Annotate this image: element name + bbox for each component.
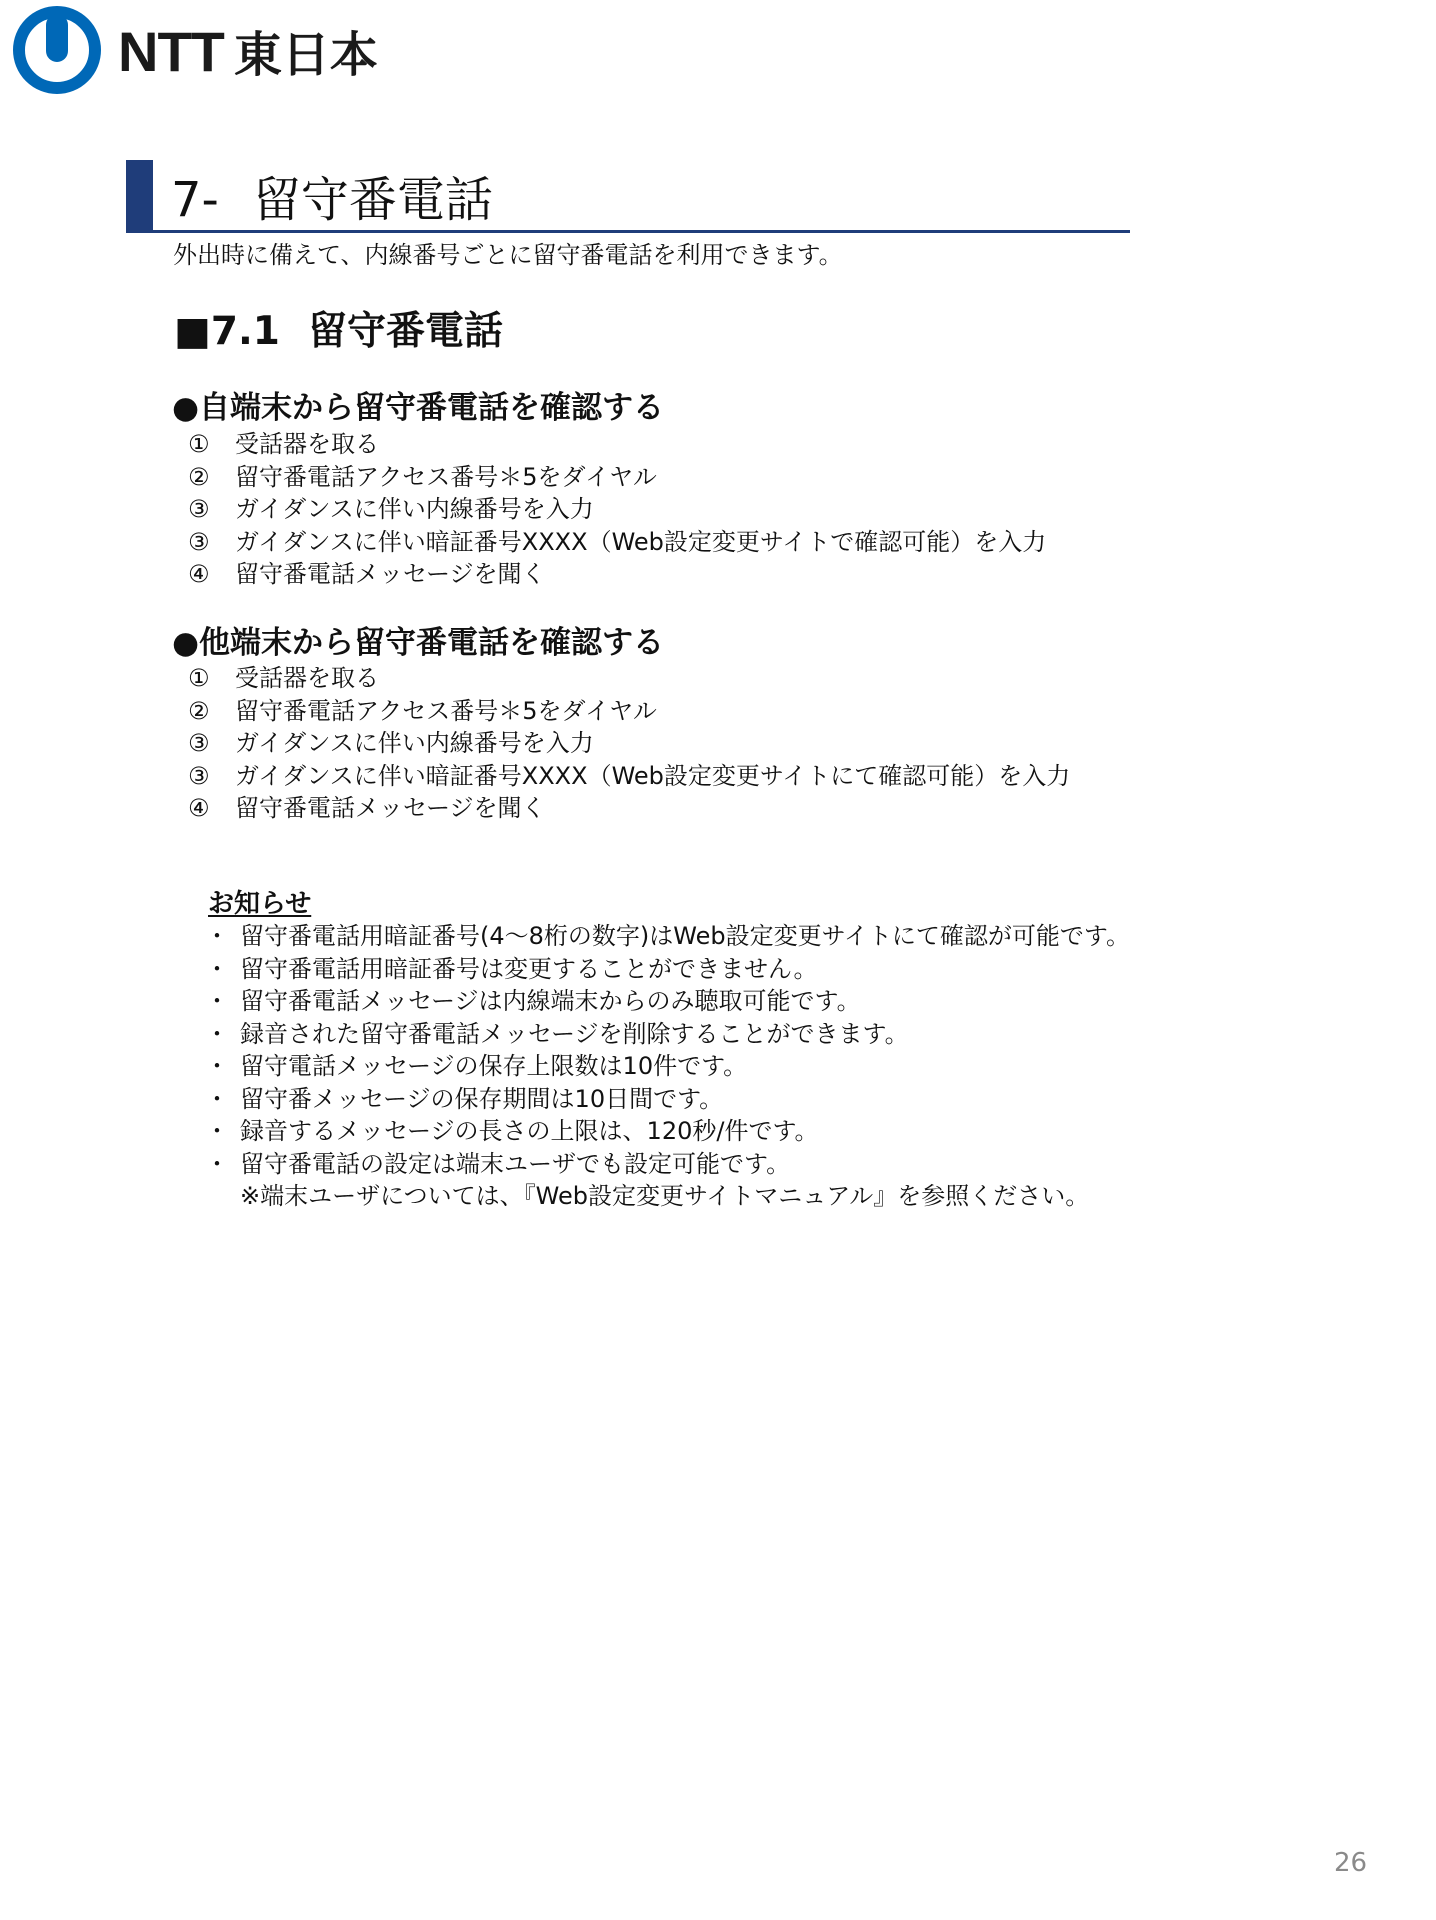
ntt-logo <box>12 6 378 94</box>
notice-item <box>205 1083 1130 1116</box>
notice-item <box>205 1050 1130 1083</box>
step-number: ③ <box>188 495 210 523</box>
notice-item <box>205 985 1130 1018</box>
notice-item <box>205 1115 1130 1148</box>
step-text: ガイダンスに伴い暗証番号XXXX（Web設定変更サイトで確認可能）を入力 <box>235 527 1047 556</box>
step-item <box>188 558 1046 591</box>
section-title <box>174 307 503 357</box>
step-item <box>188 526 1046 559</box>
section-number: ■7.1 <box>174 309 280 354</box>
step-number: ③ <box>188 761 210 790</box>
bullet-mark: ・ <box>205 1019 229 1048</box>
chapter-accent-bar <box>126 160 153 233</box>
other-terminal-heading: ●他端末から留守番電話を確認する <box>172 625 665 661</box>
step-item <box>188 727 1070 760</box>
step-item <box>188 428 1046 461</box>
step-text: 留守番電話アクセス番号＊5をダイヤル <box>235 696 657 725</box>
step-item <box>188 662 1070 695</box>
logo-ntt-text: NTT <box>118 19 224 83</box>
notice-item <box>205 1018 1130 1051</box>
chapter-number: 7- <box>171 172 219 228</box>
step-item <box>188 792 1070 825</box>
own-terminal-heading: ●自端末から留守番電話を確認する <box>172 390 665 426</box>
bullet-mark: ・ <box>205 1149 229 1178</box>
step-text: ガイダンスに伴い内線番号を入力 <box>235 495 594 523</box>
step-number: ④ <box>188 560 210 588</box>
notice-text: 留守番電話メッセージは内線端末からのみ聴取可能です。 <box>240 987 861 1015</box>
step-text: ガイダンスに伴い内線番号を入力 <box>235 729 594 757</box>
chapter-underline <box>126 230 1130 233</box>
step-number: ② <box>188 462 210 491</box>
notice-item <box>205 1148 1130 1181</box>
notice-item <box>205 953 1130 986</box>
notice-extra-note: ※端末ユーザについては、『Web設定変更サイトマニュアル』を参照ください。 <box>240 1182 1090 1210</box>
bullet-mark: ・ <box>205 1117 229 1145</box>
step-text: 留守番電話メッセージを聞く <box>235 560 546 588</box>
step-item <box>188 760 1070 793</box>
bullet-mark: ・ <box>205 1052 229 1080</box>
chapter-title <box>171 172 493 228</box>
step-text: 受話器を取る <box>235 664 379 692</box>
step-item <box>188 461 1046 494</box>
notice-text: 留守番メッセージの保存期間は10日間です。 <box>240 1084 724 1113</box>
ntt-circle-logo-icon <box>12 6 102 94</box>
section-title-text: 留守番電話 <box>307 309 503 354</box>
notice-text: 録音するメッセージの長さの上限は、120秒/件です。 <box>240 1117 819 1145</box>
bullet-mark: ・ <box>205 1084 229 1113</box>
other-terminal-steps <box>188 662 1070 825</box>
step-number: ① <box>188 430 210 458</box>
notice-list <box>205 920 1130 1180</box>
bullet-mark: ・ <box>205 954 229 983</box>
logo-east-text: 東日本 <box>233 26 378 83</box>
step-item <box>188 695 1070 728</box>
page-number: 26 <box>1334 1848 1368 1878</box>
notice-text: 留守番電話の設定は端末ユーザでも設定可能です。 <box>240 1149 791 1178</box>
step-text: 受話器を取る <box>235 430 379 458</box>
step-text: 留守番電話メッセージを聞く <box>235 794 546 822</box>
notice-text: 留守番電話用暗証番号(4～8桁の数字)はWeb設定変更サイトにて確認が可能です。 <box>240 922 1130 950</box>
step-item <box>188 493 1046 526</box>
own-terminal-steps <box>188 428 1046 591</box>
notice-item <box>205 920 1130 953</box>
notice-text: 留守電話メッセージの保存上限数は10件です。 <box>240 1052 748 1080</box>
notice-text: 留守番電話用暗証番号は変更することができません。 <box>240 954 818 983</box>
step-number: ④ <box>188 794 210 822</box>
bullet-mark: ・ <box>205 922 229 950</box>
step-number: ① <box>188 664 210 692</box>
step-number: ③ <box>188 729 210 757</box>
step-text: ガイダンスに伴い暗証番号XXXX（Web設定変更サイトにて確認可能）を入力 <box>235 761 1071 790</box>
chapter-intro: 外出時に備えて、内線番号ごとに留守番電話を利用できます。 <box>173 241 843 269</box>
notice-text: 録音された留守番電話メッセージを削除することができます。 <box>240 1019 909 1048</box>
step-text: 留守番電話アクセス番号＊5をダイヤル <box>235 462 657 491</box>
chapter-title-text: 留守番電話 <box>252 172 493 228</box>
notice-title: お知らせ <box>208 889 312 919</box>
step-number: ② <box>188 696 210 725</box>
bullet-mark: ・ <box>205 987 229 1015</box>
step-number: ③ <box>188 527 210 556</box>
